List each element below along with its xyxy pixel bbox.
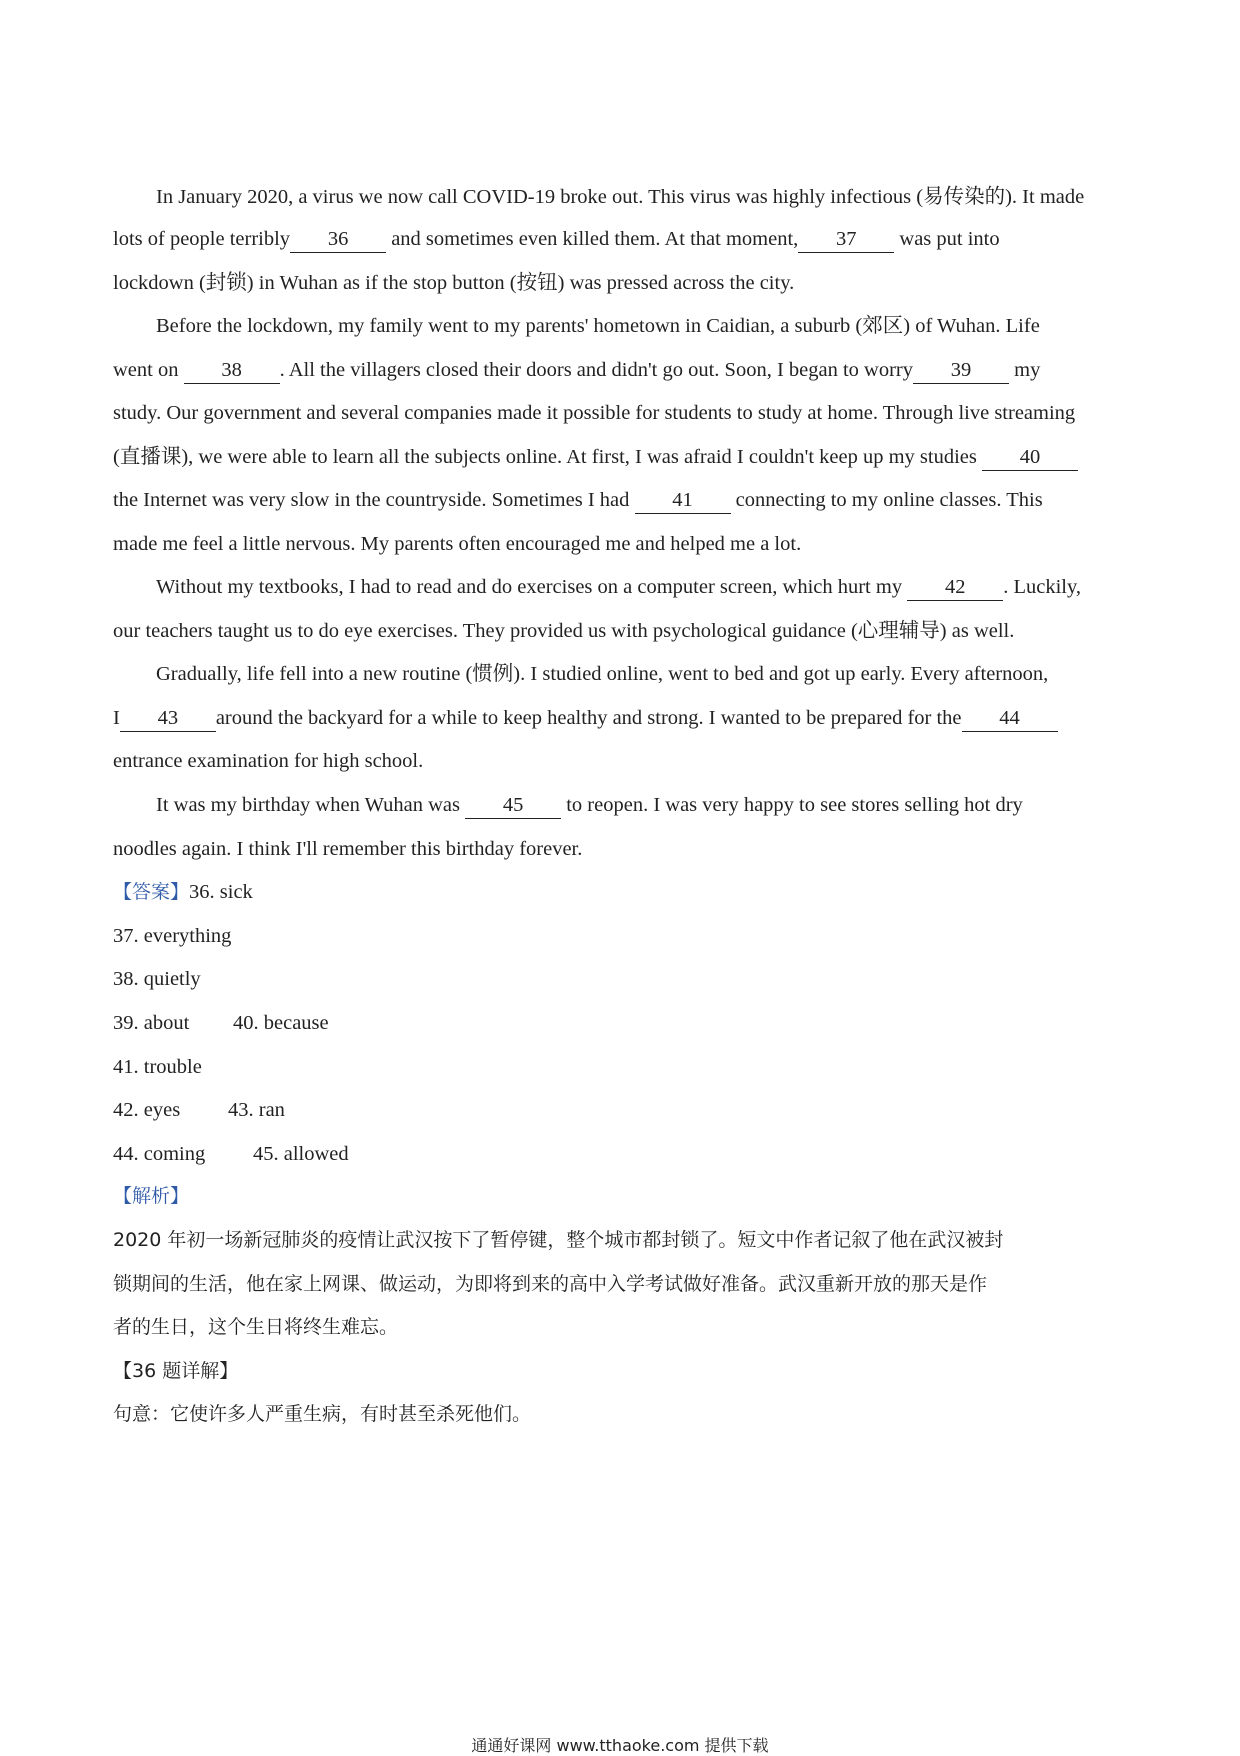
passage-text: In January 2020, a virus we now call COVID-19 broke out. This virus was highly infectious (易传染的). It made	[156, 186, 1085, 208]
blank-43: 43	[120, 708, 216, 732]
passage-text: to reopen. I was very happy to see stores selling hot dry	[561, 794, 1023, 816]
passage-text: was put into	[894, 228, 1000, 250]
passage-p4-line1	[156, 664, 1048, 685]
passage-text: made me feel a little nervous. My parents often encouraged me and helped me a lot.	[113, 533, 802, 555]
passage-p4-line2	[113, 708, 1058, 732]
analysis-line3	[113, 1318, 398, 1337]
answer-36: 36. sick	[189, 881, 253, 903]
passage-p4-line3	[113, 751, 423, 772]
analysis-line2	[113, 1275, 987, 1294]
passage-text: I	[113, 707, 120, 729]
analysis-text: 锁期间的生活，他在家上网课、做运动，为即将到来的高中入学考试做好准备。武汉重新开放的那天是作	[113, 1273, 988, 1295]
passage-p1-line1	[156, 187, 1084, 208]
blank-44: 44	[962, 708, 1058, 732]
answer-44: 44. coming	[113, 1143, 206, 1165]
passage-text: my	[1009, 359, 1041, 381]
passage-text: (直播课), we were able to learn all the subjects online. At first, I was afraid I couldn't keep up my studies	[113, 446, 983, 468]
passage-text: Without my textbooks, I had to read and do exercises on a computer screen, which hurt my	[156, 576, 908, 598]
answers-line5	[113, 1057, 202, 1078]
answers-line2	[113, 926, 231, 947]
answers-line3	[113, 969, 201, 990]
answers-line6	[113, 1100, 285, 1121]
blank-42: 42	[907, 577, 1003, 601]
blank-36: 36	[290, 229, 386, 253]
blank-38: 38	[184, 360, 280, 384]
passage-text: lots of people terribly	[113, 228, 291, 250]
passage-p2-line6	[113, 534, 801, 555]
passage-text: It was my birthday when Wuhan was	[156, 794, 466, 816]
answers-line4	[113, 1013, 329, 1034]
analysis-label: 【解析】	[113, 1185, 190, 1207]
answer-38: 38. quietly	[113, 968, 201, 990]
answers-label: 【答案】	[113, 881, 190, 903]
answer-37: 37. everything	[113, 925, 232, 947]
passage-p5-line2	[113, 839, 582, 860]
passage-text: our teachers taught us to do eye exercises. They provided us with psychological guidance (心理辅导) as well.	[113, 620, 1015, 642]
analysis-label-line	[113, 1187, 189, 1206]
passage-p2-line1	[156, 316, 1040, 337]
passage-p2-line3	[113, 403, 1075, 424]
passage-text: went on	[113, 359, 184, 381]
passage-p1-line2	[113, 229, 1000, 253]
answer-41: 41. trouble	[113, 1056, 202, 1078]
detail36-label-line	[113, 1362, 238, 1381]
answer-42: 42. eyes	[113, 1099, 181, 1121]
passage-text: . All the villagers closed their doors and didn't go out. Soon, I began to worry	[279, 359, 914, 381]
passage-text: . Luckily,	[1003, 576, 1082, 598]
passage-p3-line2	[113, 621, 1014, 642]
answer-39: 39. about	[113, 1012, 190, 1034]
answers-line1	[113, 882, 253, 903]
passage-p3-line1	[156, 577, 1081, 601]
answer-40: 40. because	[233, 1012, 329, 1034]
passage-text: noodles again. I think I'll remember this birthday forever.	[113, 838, 583, 860]
passage-p2-line4	[113, 447, 1078, 471]
analysis-text: 2020 年初一场新冠肺炎的疫情让武汉按下了暂停键，整个城市都封锁了。短文中作者记叙了他在武汉被封	[113, 1229, 1004, 1251]
passage-text: lockdown (封锁) in Wuhan as if the stop button (按钮) was pressed across the city.	[113, 272, 795, 294]
passage-text: around the backyard for a while to keep healthy and strong. I wanted to be prepared for the	[215, 707, 962, 729]
passage-text: study. Our government and several companies made it possible for students to study at home. Through live streaming	[113, 402, 1076, 424]
detail36-text: 句意：它使许多人严重生病，有时甚至杀死他们。	[113, 1403, 532, 1425]
passage-text: connecting to my online classes. This	[730, 489, 1043, 511]
blank-39: 39	[913, 360, 1009, 384]
passage-p1-line3	[113, 273, 794, 294]
analysis-text: 者的生日，这个生日将终生难忘。	[113, 1316, 399, 1338]
analysis-line1	[113, 1231, 1003, 1250]
blank-45: 45	[465, 795, 561, 819]
detail36-label: 【36 题详解】	[113, 1360, 239, 1382]
answers-line7	[113, 1144, 349, 1165]
passage-p2-line2	[113, 360, 1040, 384]
page-footer: 通通好课网 www.tthaoke.com 提供下载	[471, 1736, 769, 1755]
passage-p2-line5	[113, 490, 1043, 514]
passage-text: the Internet was very slow in the countryside. Sometimes I had	[113, 489, 635, 511]
answer-45: 45. allowed	[253, 1143, 349, 1165]
blank-40: 40	[982, 447, 1078, 471]
passage-p5-line1	[156, 795, 1023, 819]
blank-37: 37	[798, 229, 894, 253]
blank-41: 41	[635, 490, 731, 514]
passage-text: and sometimes even killed them. At that moment,	[386, 228, 799, 250]
passage-text: entrance examination for high school.	[113, 750, 424, 772]
answer-43: 43. ran	[228, 1099, 285, 1121]
passage-text: Gradually, life fell into a new routine (惯例). I studied online, went to bed and got up early. Every afternoon,	[156, 663, 1049, 685]
passage-text: Before the lockdown, my family went to my parents' hometown in Caidian, a suburb (郊区) of Wuhan. Life	[156, 315, 1040, 337]
detail36-line	[113, 1405, 531, 1424]
